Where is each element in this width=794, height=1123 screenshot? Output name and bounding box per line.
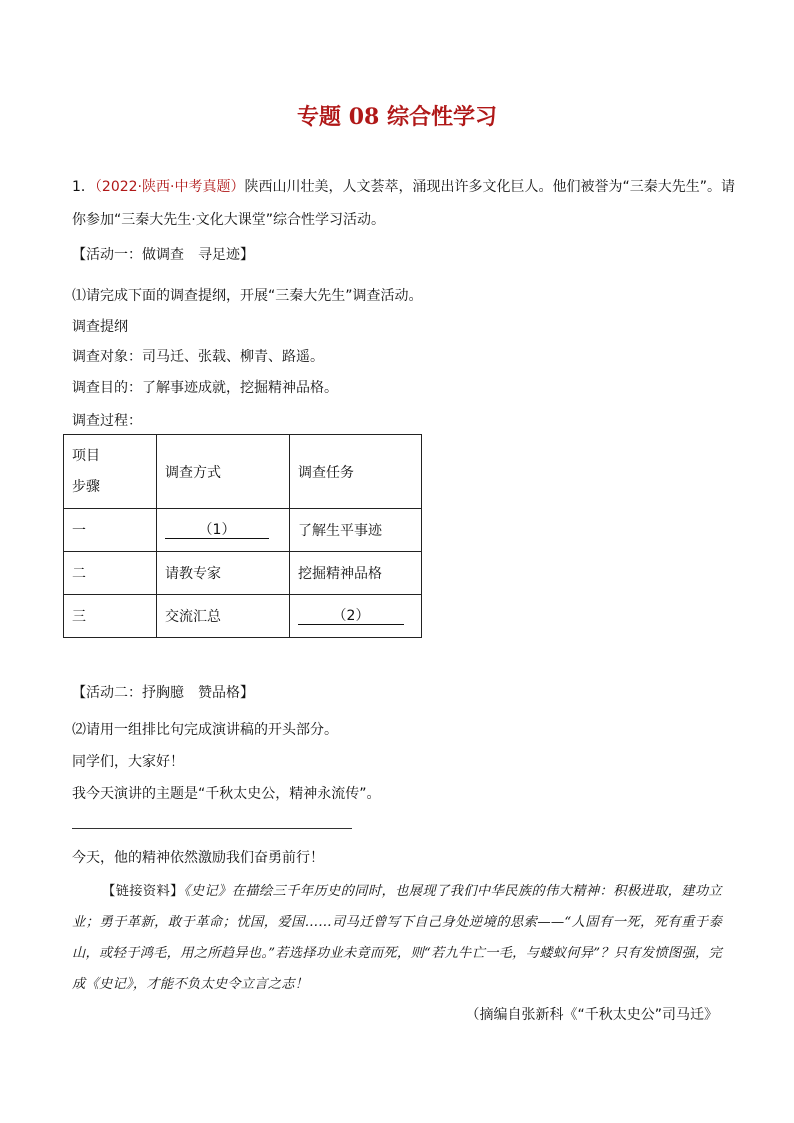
survey-process: 调查过程： bbox=[72, 413, 142, 429]
survey-target: 调查对象：司马迁、张载、柳青、路遥。 bbox=[72, 349, 324, 365]
row-method: 请教专家 bbox=[157, 552, 290, 595]
table-row bbox=[64, 595, 422, 638]
row-task: 挖掘精神品格 bbox=[290, 552, 422, 595]
table-header-row bbox=[64, 435, 422, 509]
question-intro-line1 bbox=[72, 176, 735, 196]
outline-title: 调查提纲 bbox=[72, 319, 128, 335]
link-label: 【链接资料】 bbox=[102, 884, 184, 899]
speech-closing: 今天，他的精神依然激励我们奋勇前行！ bbox=[72, 850, 324, 866]
speech-theme: 我今天演讲的主题是“千秋太史公，精神永流传”。 bbox=[72, 786, 381, 802]
link-text: 《史记》在描绘三千年历史的同时，也展现了我们中华民族的伟大精神：积极进取，建功立业；勇于革新，敢于革命；忧国，爱国……司马迁曾写下自己身处逆境的思索——“人固有一死，死有重于泰山，或轻于鸿毛，用之所趋异也。”若选择功业未竟而死，则“若九牛亡一毛，与蝼蚁何异”？只有发愤图强，完成《史记》，才能不负太史令立言之志！ bbox=[72, 884, 722, 992]
page-title: 专题 08 综合性学习 bbox=[297, 104, 497, 130]
activity2-heading: 【活动二：抒胸臆 赞品格】 bbox=[72, 685, 254, 701]
answer-line[interactable] bbox=[72, 828, 352, 829]
activity2-task: ⑵请用一组排比句完成演讲稿的开头部分。 bbox=[72, 722, 338, 738]
blank-2[interactable]: （2） bbox=[298, 608, 404, 625]
activity1-task: ⑴请完成下面的调查提纲，开展“三秦大先生”调查活动。 bbox=[72, 288, 423, 304]
table-row bbox=[64, 509, 422, 552]
row-task bbox=[290, 595, 422, 638]
row-step: 二 bbox=[64, 552, 157, 595]
header-method: 调查方式 bbox=[157, 435, 290, 509]
question-number: 1． bbox=[72, 179, 95, 195]
speech-greeting: 同学们，大家好！ bbox=[72, 754, 184, 770]
row-step: 三 bbox=[64, 595, 157, 638]
survey-purpose: 调查目的：了解事迹成就，挖掘精神品格。 bbox=[72, 380, 338, 396]
question-source: （2022·陕西·中考真题） bbox=[94, 179, 245, 195]
row-step: 一 bbox=[64, 509, 157, 552]
corner-bottom-label: 步骤 bbox=[72, 478, 100, 495]
row-method bbox=[157, 509, 290, 552]
row-method: 交流汇总 bbox=[157, 595, 290, 638]
intro-text-1: 陕西山川壮美，人文荟萃，涌现出许多文化巨人。他们被誉为“三秦大先生”。请 bbox=[244, 179, 735, 195]
blank-1[interactable]: （1） bbox=[165, 522, 269, 539]
row-task: 了解生平事迹 bbox=[290, 509, 422, 552]
survey-table bbox=[63, 434, 422, 638]
header-task: 调查任务 bbox=[290, 435, 422, 509]
question-intro-line2: 你参加“三秦大先生·文化大课堂”综合性学习活动。 bbox=[72, 212, 385, 228]
corner-top-label: 项目 bbox=[72, 447, 100, 464]
citation: （摘编自张新科《“千秋太史公”司马迁》 bbox=[465, 1007, 718, 1023]
activity1-heading: 【活动一：做调查 寻足迹】 bbox=[72, 247, 254, 263]
table-row bbox=[64, 552, 422, 595]
link-material bbox=[72, 876, 722, 1000]
table-corner-cell bbox=[64, 435, 157, 509]
